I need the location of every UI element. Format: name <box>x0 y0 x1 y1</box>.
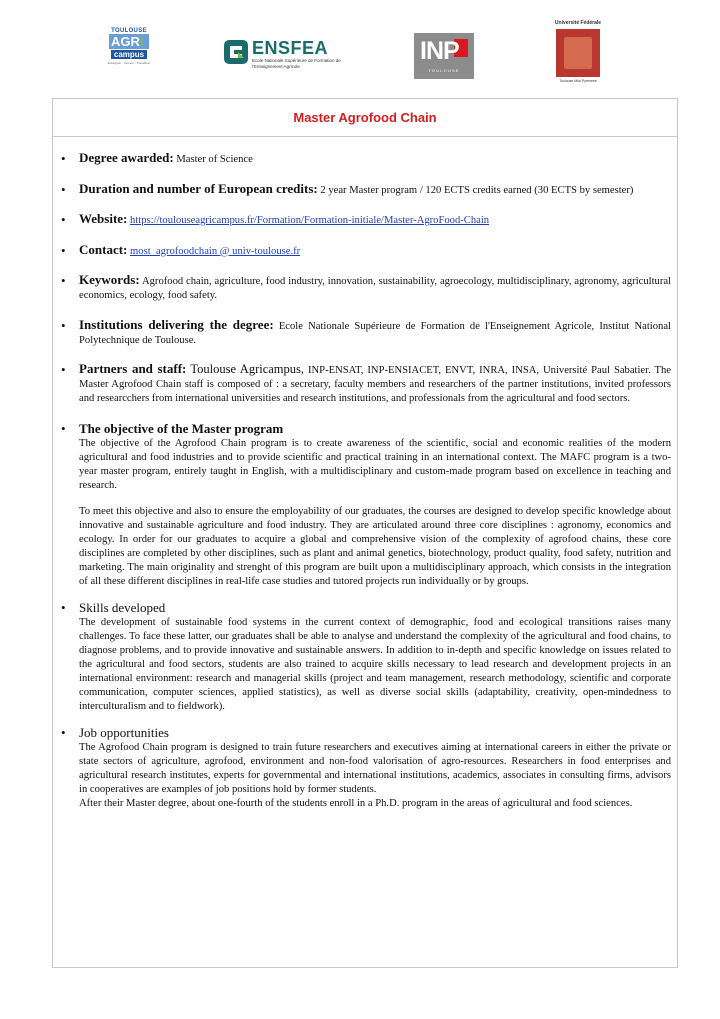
universite-federale-logo: Université Fédérale Toulouse Midi-Pyrénées <box>554 20 602 83</box>
partners-item: • Partners and staff: Toulouse Agricampus, INP-ENSAT, INP-ENSIACET, ENVT, INRA, INSA, Université Paul Sabatier. The Master Agrofood Chain staff is composed of : a secretary, faculty members and researchers of the partner institutions, invited professors and researcchers from international universities and research institutions, and professionals from the agricultural and food sectors. <box>61 361 671 404</box>
ensfea-mark-icon <box>224 40 248 64</box>
program-box <box>52 98 678 968</box>
skills-heading: Skills developed <box>79 599 166 615</box>
jobs-paragraph-1: The Agrofood Chain program is designed to train future researchers and executives aiming at international careers in either the private or state sectors of agriculture, agrofood, environment and non-food valorisation of agro-resources. Researchers in food enterprises and agricultural research institutes, experts for governmental and international institutions, academics, associates in consulting firms, advisors in cooperatives are examples of job positions hold by former students. <box>79 741 671 795</box>
jobs-section: • Job opportunities The Agrofood Chain program is designed to train future researchers and executives aiming at international careers in either the private or state sectors of agriculture, agrofood, environment and non-food valorisation of agro-resources. Researchers in food enterprises and agricultural research institutes, experts for governmental and international institutions, academics, associates in consulting firms, advisors in cooperatives are examples of job positions hold by former students. After their Master degree, about one-fourth of the students enroll in a Ph.D. program in the areas of agricultural and food sciences. <box>61 724 671 809</box>
skills-paragraph: The development of sustainable food systems in the current context of demographic, food and ecological transitions raises many challenges. To face these latter, our graduates shall be able to analyse and understand the complexity of the agricultural and food chains, to diagnose problems, and to provide innovative and sustainable answers. In addition to in-depth and specific knowledge on issues related to the agricultural and food sectors, students are also trained to acquire skills necessary to lead research and development projects in an international environment: research and managerial skills (project and team management, research methodology, scientific and corporate communication, computer sciences, applied statistics), as well as diverse social skills (adaptability, creativity, open-mindedness to interculturalism and to fieldwork). <box>79 616 671 712</box>
objective-paragraph-2: To meet this objective and also to ensure the employability of our graduates, the courses are designed to develop specific knowledge about innovative and sustainable agriculture and food industry. They are articulated around three core disciplines : agronomy, economics and ecology. In order for our graduates to acquire a global and comprehensive vision of the complexity of agrofood chains, these core disciplines are completed by other disciplines, such as plant and animal genetics, biotechnology, product quality, food safety, nutrition and marketing. The main originality and strenght of this program are built upon a multidisciplinary approach, which consists in the integration of all these different disciplines in real-life case studies and tutored projects run individually or by groups. <box>79 505 671 587</box>
page-title: Master Agrofood Chain <box>53 99 677 137</box>
objective-section: • The objective of the Master program The objective of the Agrofood Chain program is to create awareness of the scientific, social and economic realities of the modern agricultural and food industries and to provide scientific and practical training in an international context. The MAFC program is a two-year master program, entirely taught in English, with a multidisciplinary and custom-made program based on excellence in teaching and research. To meet this objective and also to ensure the employability of our graduates, the courses are designed to develop specific knowledge about innovative and sustainable agriculture and food industry. They are articulated around three core disciplines : agronomy, economics and ecology. In order for our graduates to acquire a global and comprehensive vision of the complexity of agrofood chains, these core disciplines are completed by other disciplines, such as plant and animal genetics, biotechnology, product quality, food safety, nutrition and marketing. The main originality and strenght of this program are built upon a multidisciplinary approach, which consists in the integration of all these different disciplines in real-life case studies and tutored projects run individually or by groups. <box>61 420 671 587</box>
logo-bar <box>0 0 720 96</box>
jobs-paragraph-2: After their Master degree, about one-fourth of the students enroll in a Ph.D. program in the areas of agricultural and food sciences. <box>79 797 633 809</box>
emblem-icon <box>556 29 600 77</box>
website-link[interactable]: https://toulouseagricampus.fr/Formation/Formation-initiale/Master-AgroFood-Chain <box>130 215 490 226</box>
skills-section: • Skills developed The development of sustainable food systems in the current context of demographic, food and ecological transitions raises many challenges. To face these latter, our graduates shall be able to analyse and understand the complexity of the agricultural and food chains, to diagnose problems, and to provide innovative and sustainable answers. In addition to in-depth and specific knowledge on issues related to the agricultural and food sectors, students are also trained to acquire skills necessary to lead research and development projects in an international environment: research and managerial skills (project and team management, research methodology, scientific and corporate communication, computer sciences, applied statistics), as well as diverse social skills (adaptability, creativity, open-mindedness to interculturalism and to fieldwork). <box>61 599 671 712</box>
degree-item: • Degree awarded: Master of Science <box>61 150 253 166</box>
objective-heading: The objective of the Master program <box>79 420 284 436</box>
institutions-item: • Institutions delivering the degree: Ecole Nationale Supérieure de Formation de l'Enseignement Agricole, Institut National Polytechnique de Toulouse. <box>61 316 671 346</box>
inp-toulouse-logo: INP TOULOUSE <box>414 33 474 79</box>
keywords-item: • Keywords: Agrofood chain, agriculture, food industry, innovation, sustainability, agroecology, multidisciplinary, agronomy, agricultural economics, ecology, food safety. <box>61 272 671 301</box>
website-item: • Website: https://toulouseagricampus.fr/Formation/Formation-initiale/Master-AgroFood-Chain <box>61 211 490 227</box>
contact-email-link[interactable]: most_agrofoodchain @ univ-toulouse.fr <box>130 245 301 257</box>
contact-item: • Contact: most_agrofoodchain @ univ-toulouse.fr <box>61 241 301 258</box>
toulouse-agricampus-logo: TOULOUSE AGRI campus Enseigner · Innover · Transférer <box>107 28 151 65</box>
ensfea-logo: ENSFEA Ecole Nationale Supérieure de Formation de l'Enseignement Agricole <box>224 38 346 74</box>
objective-paragraph-1: The objective of the Agrofood Chain program is to create awareness of the scientific, social and economic realities of the modern agricultural and food industries and to provide scientific and practical training in an international context. The MAFC program is a two-year master program, entirely taught in English, with a multidisciplinary and custom-made program based on excellence in teaching and research. <box>79 437 671 491</box>
jobs-heading: Job opportunities <box>79 724 169 740</box>
duration-item: • Duration and number of European credits: 2 year Master program / 120 ECTS credits earned (30 ECTS by semester) <box>61 180 634 197</box>
program-details <box>53 137 677 811</box>
